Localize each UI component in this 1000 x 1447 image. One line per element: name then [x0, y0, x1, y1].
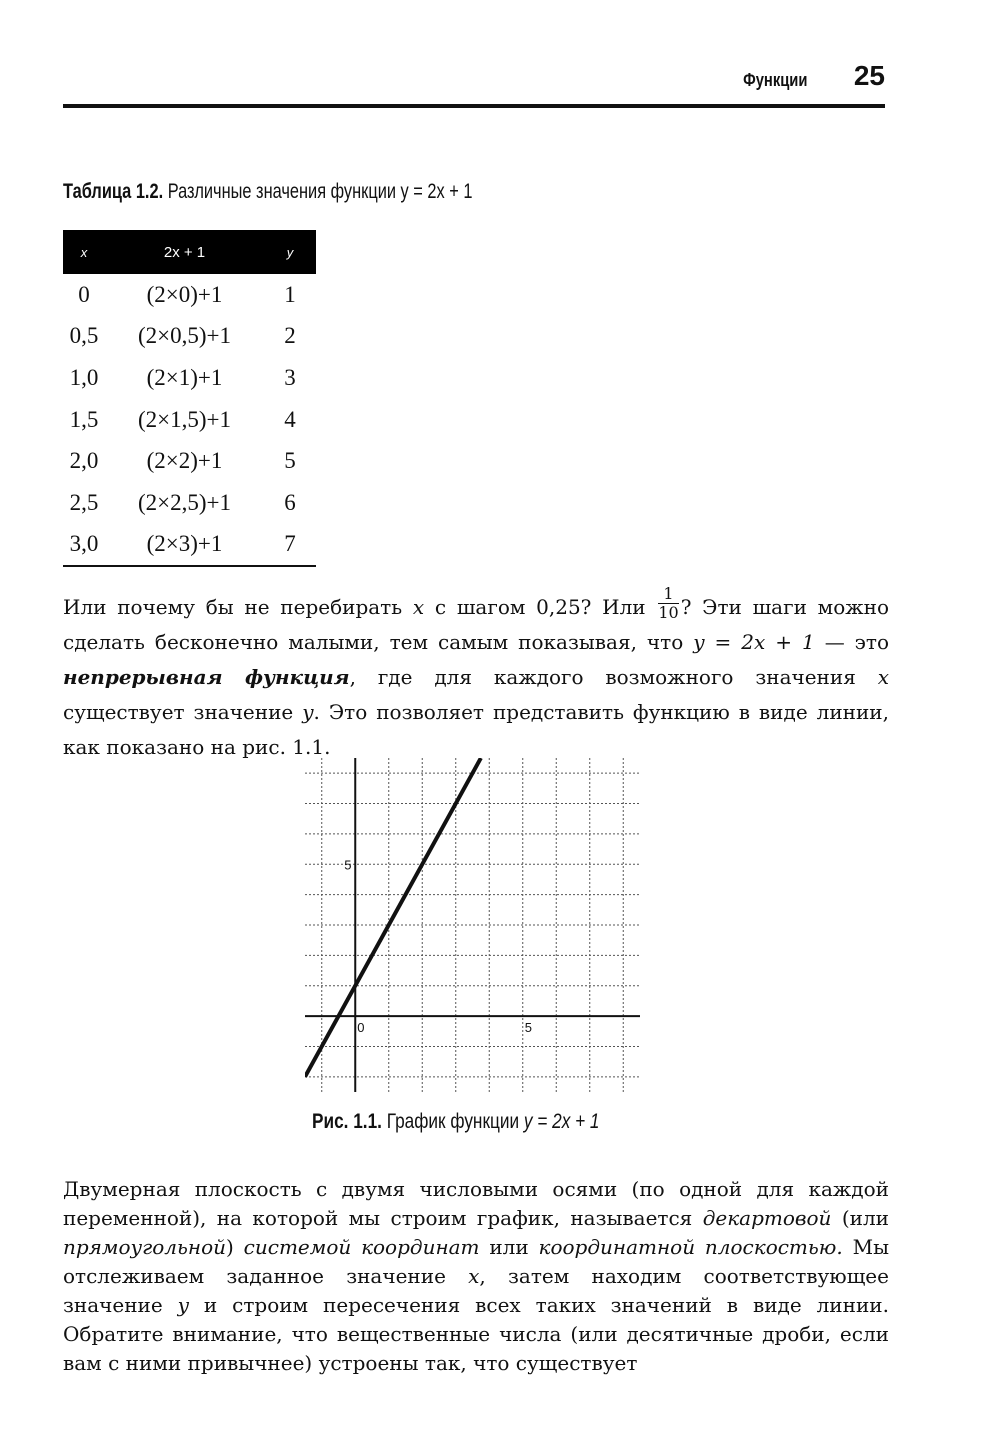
cell-expression: (2×1,5)+1 — [137, 406, 231, 432]
x-tick-label: 0 — [357, 1020, 365, 1036]
cell-x: 2,5 — [69, 489, 99, 515]
cell-x: 1,5 — [69, 406, 99, 432]
math-var: x — [877, 665, 889, 689]
math-equation: y = 2x + 1 — [693, 630, 815, 654]
column-header-x: x — [63, 230, 105, 274]
column-header-y: y — [264, 230, 316, 274]
section-title: Функции — [742, 70, 807, 90]
text-run: Двумерная плоскость с двумя числовыми осями (по одной для каждой переменной), на которой мы строим график, называется — [63, 1177, 889, 1230]
table-row — [63, 440, 316, 482]
cell-y: 5 — [284, 448, 296, 474]
table-row — [63, 316, 316, 358]
cell-y: 7 — [264, 524, 316, 567]
cell-x: 1,0 — [69, 364, 99, 390]
cell-x: 0 — [78, 281, 90, 307]
paragraph-cartesian-plane — [63, 1175, 889, 1378]
running-header — [63, 60, 885, 108]
cell-expression: (2×1)+1 — [146, 364, 223, 390]
table-caption-text: Различные значения функции y = 2x + 1 — [167, 180, 473, 203]
term-emphasis: непрерывная функция — [63, 665, 350, 689]
text-run: , затем находим соответствующее значение — [63, 1264, 889, 1317]
text-run: Мы отслеживаем заданное значение — [63, 1235, 889, 1288]
cell-expression: (2×0)+1 — [146, 281, 223, 307]
text-run: существует значение — [63, 700, 303, 724]
cell-x: 3,0 — [63, 524, 105, 567]
term-emphasis: системой координат — [243, 1235, 480, 1259]
math-var: x — [468, 1264, 480, 1288]
figure-caption-text: График функции — [386, 1110, 520, 1133]
text-run: и строим пересечения всех таких значений в виде линии. Обратите внимание, что вещественные числа (или десятичные дроби, если вам с ними привычнее) устроены так, что существует — [63, 1293, 889, 1375]
figure-caption-label: Рис. 1.1. — [312, 1110, 382, 1133]
table-row — [63, 357, 316, 399]
cell-y: 2 — [284, 323, 296, 349]
function-graph — [305, 758, 640, 1092]
series-line — [305, 758, 481, 1077]
cell-y: 6 — [284, 489, 296, 515]
text-run: или — [479, 1235, 539, 1259]
series-marks — [305, 758, 481, 1077]
tick-labels — [344, 857, 532, 1035]
cell-y: 4 — [284, 406, 296, 432]
text-run: ? Эти шаги можно сделать бесконечно малыми, тем самым показывая, что — [63, 595, 890, 654]
y-tick-label: 5 — [344, 857, 352, 873]
cell-x: 0,5 — [69, 323, 99, 349]
text-run: — это — [814, 630, 889, 654]
math-var: y — [177, 1293, 189, 1317]
cell-expression: (2×0,5)+1 — [137, 323, 231, 349]
table-caption — [63, 180, 472, 204]
fraction-denominator: 10 — [658, 603, 679, 622]
table-row — [63, 274, 316, 316]
math-var: y — [302, 700, 314, 724]
fraction — [658, 585, 678, 622]
cell-expression: (2×2,5)+1 — [137, 489, 231, 515]
cell-x: 2,0 — [69, 448, 99, 474]
cell-expression: (2×2)+1 — [146, 448, 223, 474]
math-var: x — [412, 595, 425, 619]
text-run: . Это позволяет представить функцию в виде линии, как показано на рис. 1.1. — [63, 700, 889, 759]
page-number: 25 — [853, 60, 885, 91]
values-table — [63, 230, 316, 567]
table-caption-label: Таблица 1.2. — [63, 180, 164, 203]
table-row — [63, 399, 316, 441]
term-emphasis: прямоугольной — [63, 1235, 227, 1259]
text-run: (или — [831, 1206, 889, 1230]
x-tick-label: 5 — [524, 1020, 532, 1036]
cell-y: 3 — [284, 364, 296, 390]
text-run: ) — [226, 1235, 244, 1259]
term-emphasis: координатной плоскостью. — [538, 1235, 843, 1259]
column-header-expression: 2x + 1 — [105, 230, 264, 274]
cell-y: 1 — [284, 281, 296, 307]
table-header-row — [63, 230, 316, 274]
term-emphasis: декартовой — [702, 1206, 832, 1230]
fraction-numerator: 1 — [658, 585, 678, 604]
figure-caption — [312, 1110, 600, 1134]
text-run: , где для каждого возможного значения — [349, 665, 878, 689]
paragraph-continuous-function — [63, 584, 890, 765]
table-row — [63, 482, 316, 524]
text-run: Или почему бы не перебирать — [63, 595, 413, 619]
cell-expression: (2×3)+1 — [105, 524, 264, 567]
text-run: с шагом 0,25? Или — [424, 595, 657, 619]
figure-caption-equation: y = 2x + 1 — [523, 1110, 600, 1133]
table-row — [63, 524, 316, 567]
